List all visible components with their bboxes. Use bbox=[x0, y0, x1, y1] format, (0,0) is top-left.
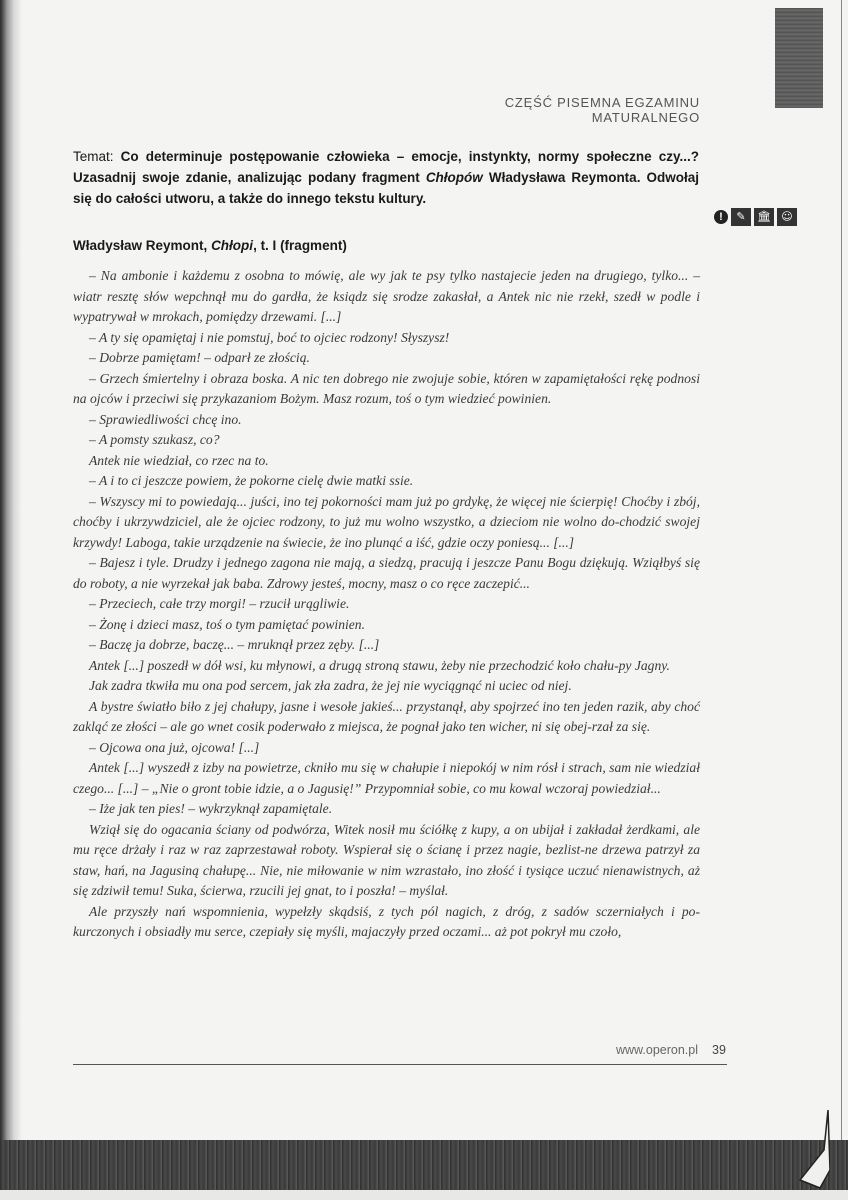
paragraph: Jak zadra tkwiła mu ona pod sercem, jak zła zadra, że jej nie wyciągnąć ni uciec od niej. bbox=[89, 678, 572, 693]
exclamation-icon: ! bbox=[714, 210, 728, 224]
topic bbox=[73, 146, 699, 209]
paragraph: – Baczę ja dobrze, baczę... – mruknął przez zęby. [...] bbox=[89, 637, 380, 652]
fragment-title bbox=[73, 238, 347, 253]
paragraph: – Wszyscy mi to powiedają... juści, ino tej pokorności mam już po grdykę, że więcej nie ścierpię! Choćby i zbój, choćby i ukrzywdziciel, ale że ojciec rodzony, to już mu wolno wszystko, a dzieciom nie wolno do-chodzić swojej krzywdy! Laboga, takie urządzenie na świecie, że ino plunąć a iść, gdzie oczy poniesą... [...] bbox=[73, 493, 700, 550]
scan-bottom-strip bbox=[0, 1190, 848, 1200]
fragment-author: Władysław Reymont, bbox=[73, 238, 208, 253]
footer-rule bbox=[73, 1064, 727, 1065]
scan-left-edge bbox=[0, 0, 22, 1200]
corner-scan-mark bbox=[775, 8, 823, 108]
paragraph: Wziął się do ogacania ściany od podwórza, Witek nosił mu ściółkę z kupy, a on ubijał i zakładał żerdkami, ale mu ręce drżały i raz w raz zaprzestawał roboty. Wspierał się o ścianę i przez nagie, bezlist-ne drzewa patrzył za staw, hań, na Jagusiną chałupę... Nie, nie miłowanie w nim wzrastało, ino złość i tysiące uczuć nienawistnych, aż się zdziwił temu! Suka, ścierwa, rzucili jej gnat, to i poszła! – myślał. bbox=[73, 821, 700, 898]
paragraph: – Bajesz i tyle. Drudzy i jednego zagona nie mają, a siedzą, pracują i jeszcze Panu Bogu dziękują. Wziąłbyś się do roboty, a nie wyrzekał jak baba. Zdrowy jesteś, mocny, masz o co ręce zaczepić... bbox=[73, 555, 700, 591]
paragraph: – Żonę i dzieci masz, toś o tym pamiętać powinien. bbox=[89, 616, 366, 632]
paragraph: – Iże jak ten pies! – wykrzyknął zapamiętale. bbox=[89, 801, 333, 816]
museum-icon: 🏛 bbox=[754, 208, 774, 226]
topic-text-1: Co determinuje postępowanie człowieka – emocje, instynkty, normy społeczne czy...? Uzasadnij swoje zdanie, analizując podany fragment bbox=[73, 149, 699, 185]
paragraph: – Dobrze pamiętam! – odparł ze złością. bbox=[89, 350, 310, 365]
paragraph: – A ty się opamiętaj i nie pomstuj, boć to ojciec rodzony! Słyszysz! bbox=[89, 329, 450, 345]
paragraph: – Na ambonie i każdemu z osobna to mówię, ale wy jak te psy tylko nastajecie jeden na drugiego, tylko... – wiatr resztę słów wepchnął mu do gardła, że ksiądz się srodze zakasłał, a Antek nic nie rzekł, szedł w podle i wypatrywał w mrokach, pomiędzy drzewami. [...] bbox=[73, 268, 700, 324]
paragraph: Ale przyszły nań wspomnienia, wypełzły skądsiś, z tych pól nagich, z dróg, z sadów sczerniałych i po-kurczonych i obsiadły mu serce, czepiały się myśli, majaczyły przed oczami... aż pot pokrył mu czoło, bbox=[73, 903, 700, 939]
paragraph: A bystre światło biło z jej chałupy, jasne i wesołe jakieś... przystanął, aby spojrzeć ino ten jeden razik, aby choć zakląć ze złości – ale go wnet cosik poderwało z miejsca, że pognał jako ten wicher, ni się obej-rzał za się. bbox=[73, 698, 700, 734]
scan-right-line bbox=[841, 0, 842, 1200]
group-icon: ☺ bbox=[777, 208, 797, 226]
page-number: 39 bbox=[712, 1043, 726, 1057]
topic-text-2: Władysława Reymonta. Odwołaj się do całości utworu, a także do innego tekstu kultury. bbox=[73, 170, 699, 206]
paragraph: – Sprawiedliwości chcę ino. bbox=[89, 411, 242, 427]
topic-label: Temat: bbox=[73, 149, 114, 164]
paragraph: – Ojcowa ona już, ojcowa! [...] bbox=[89, 739, 260, 755]
paragraph: – Przeciech, całe trzy morgi! – rzucił urągliwie. bbox=[89, 596, 350, 611]
fragment-text bbox=[73, 266, 700, 943]
paragraph: – A pomsty szukasz, co? bbox=[89, 432, 220, 447]
paragraph: Antek nie wiedział, co rzec na to. bbox=[89, 452, 269, 468]
paragraph: Antek [...] wyszedł z izby na powietrze, ckniło mu się w chałupie i niepokój w nim rósł i strach, sam nie wiedział czego... [...] – „Nie o gront tobie idzie, a o Jagusię!” Przypomniał sobie, co mu kowal wczoraj powiedział... bbox=[73, 760, 700, 796]
section-header: CZĘŚĆ PISEMNA EGZAMINU MATURALNEGO bbox=[504, 95, 700, 125]
topic-book-title: Chłopów bbox=[425, 170, 483, 185]
fragment-volume: , t. I (fragment) bbox=[253, 238, 347, 253]
footer-url: www.operon.pl bbox=[616, 1043, 698, 1057]
page-curl bbox=[790, 1110, 830, 1190]
paragraph: – Grzech śmiertelny i obraza boska. A nic ten dobrego nie zwojuje sobie, któren w zapamiętałości rękę podnosi na ojców i przeciwi się przykazaniom Bożym. Masz rozum, toś o tym wiedzieć powinien. bbox=[73, 370, 700, 406]
paragraph: – A i to ci jeszcze powiem, że pokorne cielę dwie matki ssie. bbox=[89, 473, 414, 488]
paragraph: Antek [...] poszedł w dół wsi, ku młynowi, a drugą stroną stawu, żeby nie przechodzić koło chału-py Jagny. bbox=[89, 657, 670, 673]
pencil-icon: ✎ bbox=[731, 208, 751, 226]
task-icons bbox=[714, 208, 797, 226]
fragment-work: Chłopi bbox=[211, 238, 254, 253]
